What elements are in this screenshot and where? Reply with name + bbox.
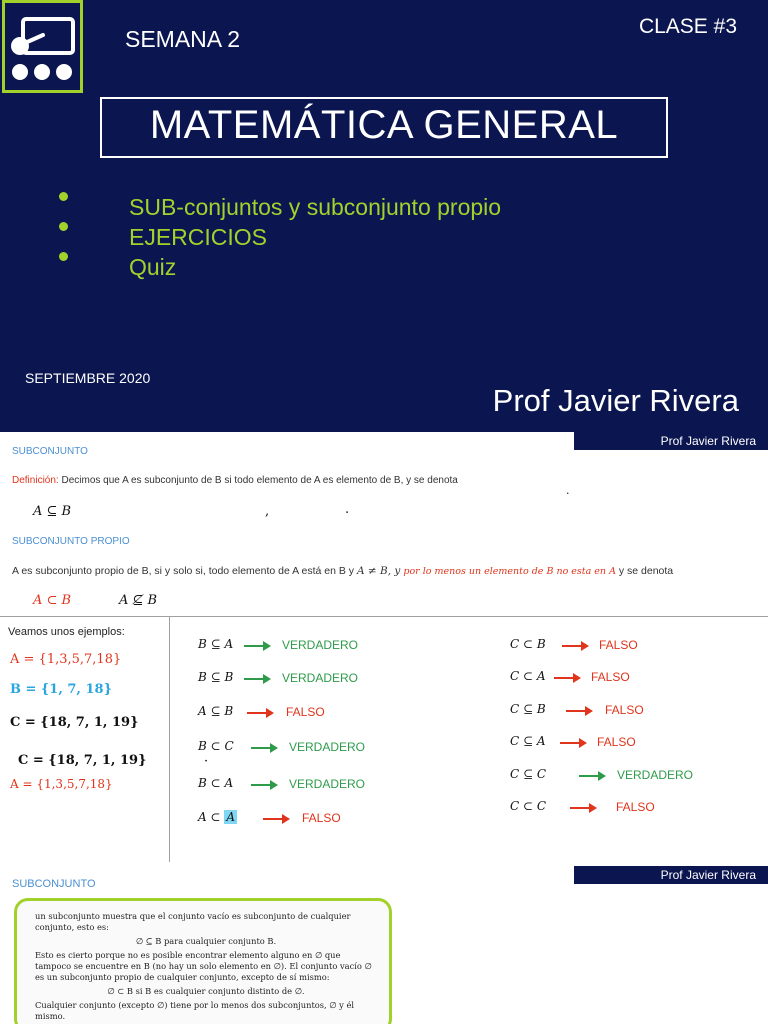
example-result: FALSO xyxy=(597,735,636,749)
example-result: FALSO xyxy=(286,705,325,719)
book-formula: ∅ ⊂ B si B es cualquier conjunto distinto de ∅. xyxy=(107,986,305,996)
bullet-icon xyxy=(59,192,68,201)
comma-mark: , xyxy=(265,504,270,519)
presentation-icon xyxy=(9,13,77,87)
example-expression: C ⊂ C xyxy=(510,799,547,813)
not-subset-formula: A ⊈ B xyxy=(119,593,158,608)
book-line: un subconjunto muestra que el conjunto vacío es subconjunto de cualquier conjunto, esto es: xyxy=(35,911,351,932)
example-result: FALSO xyxy=(302,811,341,825)
highlighted-set: A xyxy=(226,810,236,824)
example-expression: C ⊂ B xyxy=(510,637,546,651)
topic-text: SUB-conjuntos y subconjunto propio xyxy=(129,194,502,220)
propio-math: A ≠ B, y xyxy=(356,565,401,577)
example-row xyxy=(510,702,768,722)
propio-definition xyxy=(12,565,673,577)
example-expression: B ⊂ C xyxy=(198,739,234,753)
example-result: VERDADERO xyxy=(289,777,366,791)
definition-text xyxy=(12,475,458,486)
definition-body: Decimos que A es subconjunto de B si todo elemento de A es elemento de B, y se denota xyxy=(58,475,458,486)
book-line: Esto es cierto porque no es posible encontrar elemento alguno en ∅ que tampoco se encuentre en B (no hay un solo elemento en ∅). El conjunto vacío ∅ es un subconjunto propio de cualquier conjunto, excepto de sí mismo: xyxy=(35,950,372,982)
example-row xyxy=(198,670,458,690)
set-definition: A = {1,3,5,7,18} xyxy=(10,652,122,667)
book-formula: ∅ ⊆ B para cualquier conjunto B. xyxy=(135,936,277,946)
arrow-right-icon xyxy=(554,673,581,683)
book-line: Cualquier conjunto (excepto ∅) tiene por lo menos dos subconjuntos, ∅ y él mismo. xyxy=(35,1000,355,1021)
arrow-right-icon xyxy=(244,641,271,651)
class-label: CLASE #3 xyxy=(638,15,737,38)
divider xyxy=(169,617,170,862)
book-text xyxy=(35,911,377,1022)
subconjunto-slide xyxy=(0,432,768,862)
propio-text-a: A es subconjunto propio de B, si y solo si, todo elemento de A está en B y xyxy=(12,565,357,577)
arrow-right-icon xyxy=(560,738,587,748)
example-row xyxy=(510,637,768,657)
week-label: SEMANA 2 xyxy=(125,26,241,52)
example-expression: C ⊆ B xyxy=(510,702,546,716)
example-row xyxy=(510,799,768,819)
arrow-right-icon xyxy=(251,743,278,753)
example-result: FALSO xyxy=(616,800,655,814)
subconjunto-vacio-slide xyxy=(0,862,768,1024)
example-result: FALSO xyxy=(605,703,644,717)
example-expression: C ⊂ A xyxy=(510,669,546,683)
arrow-right-icon xyxy=(570,803,597,813)
example-expression: B ⊆ A xyxy=(198,637,234,651)
example-expression: C ⊆ C xyxy=(510,767,547,781)
example-row xyxy=(198,739,458,759)
set-definition: B = {1, 7, 18} xyxy=(10,682,112,697)
set-definition: C = {18, 7, 1, 19} xyxy=(18,753,147,768)
example-result: VERDADERO xyxy=(617,768,694,782)
example-expression: C ⊆ A xyxy=(510,734,546,748)
example-result: VERDADERO xyxy=(289,740,366,754)
book-excerpt xyxy=(14,898,392,1024)
dot-mark: . xyxy=(345,502,350,517)
example-result: FALSO xyxy=(591,670,630,684)
title-slide xyxy=(0,0,768,432)
section-label: SUBCONJUNTO PROPIO xyxy=(12,536,130,547)
date-label: SEPTIEMBRE 2020 xyxy=(25,370,151,386)
propio-text-b: y se denota xyxy=(615,565,674,577)
divider xyxy=(0,616,768,617)
arrow-right-icon xyxy=(244,674,271,684)
author-tag: Prof Javier Rivera xyxy=(574,432,768,450)
page-title: MATEMÁTICA GENERAL xyxy=(149,103,619,147)
arrow-right-icon xyxy=(263,814,290,824)
set-definition: C = {18, 7, 1, 19} xyxy=(10,715,139,730)
section-label: SUBCONJUNTO xyxy=(12,446,88,457)
arrow-right-icon xyxy=(251,780,278,790)
example-expression: B ⊆ B xyxy=(198,670,234,684)
title-box xyxy=(100,97,668,158)
propio-red: por lo menos un elemento de B no esta en A xyxy=(400,566,616,577)
bullet-icon xyxy=(59,222,68,231)
stray-dot: · xyxy=(204,754,209,769)
professor-name: Prof Javier Rivera xyxy=(492,383,739,418)
example-expression: B ⊂ A xyxy=(198,776,234,790)
example-row xyxy=(510,767,768,787)
topic-text: EJERCICIOS xyxy=(129,224,268,250)
arrow-right-icon xyxy=(562,641,589,651)
example-result: VERDADERO xyxy=(282,638,359,652)
author-tag: Prof Javier Rivera xyxy=(574,866,768,884)
subset-formula: A ⊆ B xyxy=(33,504,72,519)
example-result: FALSO xyxy=(599,638,638,652)
set-definition: A = {1,3,5,7,18} xyxy=(10,777,113,791)
example-row xyxy=(198,776,458,796)
example-row xyxy=(198,637,458,657)
definition-label: Definición: xyxy=(12,475,59,486)
example-expression: A ⊆ B xyxy=(198,704,234,718)
example-result: VERDADERO xyxy=(282,671,359,685)
bullet-icon xyxy=(59,252,68,261)
example-row xyxy=(510,734,768,754)
examples-intro: Veamos unos ejemplos: xyxy=(8,626,125,638)
arrow-right-icon xyxy=(566,706,593,716)
example-row xyxy=(198,810,458,830)
example-expression: A ⊂ A xyxy=(198,810,236,824)
arrow-right-icon xyxy=(579,771,606,781)
example-row xyxy=(510,669,768,689)
topic-text: Quiz xyxy=(129,254,177,280)
proper-subset-formula: A ⊂ B xyxy=(33,593,72,608)
arrow-right-icon xyxy=(247,708,274,718)
dot-mark-right: . xyxy=(566,484,570,497)
example-row xyxy=(198,704,458,724)
section-label: SUBCONJUNTO xyxy=(12,878,96,890)
logo xyxy=(2,0,83,93)
